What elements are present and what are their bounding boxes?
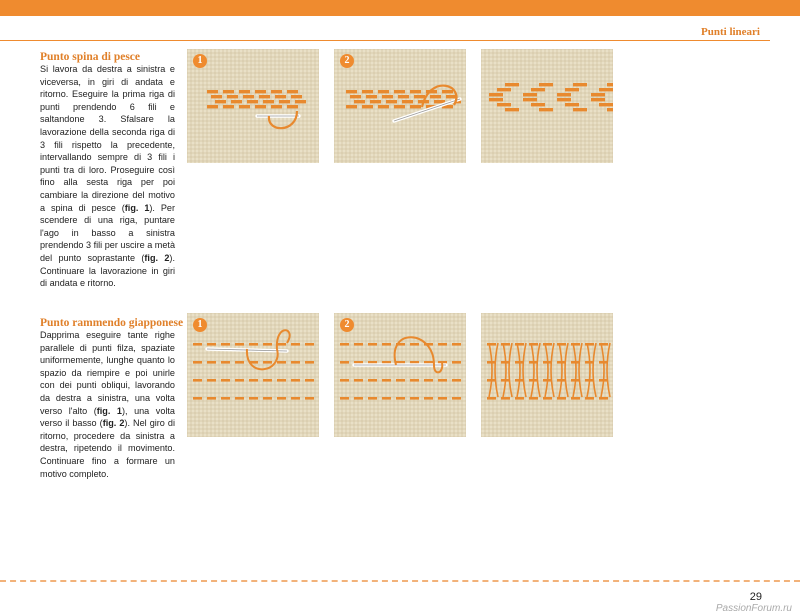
- grid-canvas: [187, 49, 319, 163]
- running-stitch: [193, 361, 202, 364]
- running-stitch: [305, 361, 314, 364]
- herringbone-stitch: [247, 100, 258, 103]
- running-stitch: [193, 379, 202, 382]
- figure-spina-2: [334, 49, 466, 163]
- running-stitch: [452, 361, 461, 364]
- text-part: ). Per scendere di una riga, puntare l'ago in basso a sinistra prendendo 3 fili per uscire a metà del punto soprastante (: [40, 202, 175, 263]
- text-part: Dapprima eseguire tante righe parallele di punti filza, spaziate uniformemente, lunghe quanto lo spazio da riempire e poi unirle con dei punti obliqui, lavorando da destra a sinistra, una volta verso l'alto (: [40, 330, 175, 416]
- running-stitch: [193, 397, 202, 400]
- running-stitch: [410, 379, 419, 382]
- running-stitch: [368, 397, 377, 400]
- running-stitch: [515, 397, 524, 400]
- running-stitch: [291, 397, 300, 400]
- running-stitch: [263, 343, 272, 346]
- running-stitch: [585, 361, 594, 364]
- herringbone-stitch: [215, 100, 226, 103]
- running-stitch: [277, 397, 286, 400]
- running-stitch: [557, 343, 566, 346]
- running-stitch: [438, 397, 447, 400]
- figure-rammendo-1: [187, 313, 319, 427]
- running-stitch: [529, 343, 538, 346]
- running-stitch: [235, 361, 244, 364]
- figure-badge: 2: [340, 318, 354, 332]
- running-stitch: [410, 397, 419, 400]
- heading-spina-di-pesce: Punto spina di pesce: [40, 51, 141, 63]
- running-stitch: [529, 361, 538, 364]
- herringbone-stitch: [366, 95, 377, 98]
- herringbone-stitch: [599, 103, 613, 106]
- text-part: Si lavora da destra a sinistra e viceversa, in giri di andata e ritorno. Eseguire la prima riga di punti prendendo 6 fili e saltandone 3. Sfalsare la lavorazione della seconda riga di 3 fili rispetto la precedente, intervallando sempre di 3 fili i punti tra di loro. Proseguire così fino alla sesta riga per poi cambiare la direzione del motivo a spina di pesce (: [40, 64, 175, 213]
- herringbone-stitch: [430, 95, 441, 98]
- running-stitch: [354, 361, 363, 364]
- herringbone-stitch: [382, 95, 393, 98]
- herringbone-stitch: [346, 90, 357, 93]
- running-stitch: [543, 397, 552, 400]
- running-stitch: [249, 343, 258, 346]
- running-stitch: [543, 361, 552, 364]
- herringbone-stitch: [259, 95, 270, 98]
- herringbone-stitch: [539, 108, 553, 111]
- running-stitch: [277, 379, 286, 382]
- running-stitch: [557, 397, 566, 400]
- running-stitch: [354, 343, 363, 346]
- running-stitch: [340, 361, 349, 364]
- footer-divider: [0, 580, 800, 582]
- herringbone-stitch: [557, 93, 571, 96]
- herringbone-stitch: [275, 95, 286, 98]
- herringbone-stitch: [489, 93, 503, 96]
- herringbone-stitch: [354, 100, 365, 103]
- running-stitch: [291, 379, 300, 382]
- section-title: Punti lineari: [701, 26, 760, 38]
- running-stitch: [305, 343, 314, 346]
- herringbone-stitch: [207, 105, 218, 108]
- running-stitch: [305, 379, 314, 382]
- herringbone-stitch: [378, 90, 389, 93]
- running-stitch: [599, 379, 608, 382]
- running-stitch: [207, 397, 216, 400]
- grid-canvas: [334, 313, 466, 437]
- running-stitch: [207, 343, 216, 346]
- running-stitch: [487, 343, 496, 346]
- herringbone-stitch: [211, 95, 222, 98]
- running-stitch: [340, 343, 349, 346]
- running-stitch: [235, 379, 244, 382]
- fig-ref: fig. 1: [96, 405, 122, 416]
- herringbone-stitch: [239, 105, 250, 108]
- running-stitch: [529, 397, 538, 400]
- text-part: ), una volta verso il basso (: [40, 405, 175, 429]
- herringbone-stitch: [539, 83, 553, 86]
- herringbone-stitch: [402, 100, 413, 103]
- running-stitch: [599, 397, 608, 400]
- herringbone-stitch: [410, 105, 421, 108]
- herringbone-stitch: [207, 90, 218, 93]
- running-stitch: [249, 379, 258, 382]
- running-stitch: [354, 397, 363, 400]
- running-stitch: [543, 343, 552, 346]
- running-stitch: [235, 397, 244, 400]
- herringbone-stitch: [442, 90, 453, 93]
- text-spina-di-pesce: [40, 63, 175, 290]
- herringbone-stitch: [557, 98, 571, 101]
- running-stitch: [277, 343, 286, 346]
- header-divider: [0, 40, 770, 41]
- running-stitch: [501, 343, 510, 346]
- running-stitch: [424, 397, 433, 400]
- running-stitch: [305, 397, 314, 400]
- running-stitch: [340, 397, 349, 400]
- running-stitch: [263, 397, 272, 400]
- running-stitch: [438, 379, 447, 382]
- text-part: ). Nel giro di ritorno, procedere da sinistra a destra, ripetendo il movimento. Continuare fino a formare un motivo completo.: [40, 418, 175, 479]
- running-stitch: [291, 343, 300, 346]
- running-stitch: [410, 361, 419, 364]
- top-accent-bar: [0, 0, 800, 16]
- herringbone-stitch: [573, 83, 587, 86]
- herringbone-stitch: [227, 95, 238, 98]
- running-stitch: [543, 379, 552, 382]
- herringbone-stitch: [410, 90, 421, 93]
- running-stitch: [487, 361, 496, 364]
- running-stitch: [382, 379, 391, 382]
- running-stitch: [571, 379, 580, 382]
- grid-canvas: [187, 313, 319, 437]
- running-stitch: [571, 397, 580, 400]
- running-stitch: [249, 397, 258, 400]
- herringbone-stitch: [523, 98, 537, 101]
- running-stitch: [221, 343, 230, 346]
- herringbone-stitch: [231, 100, 242, 103]
- figure-rammendo-2: [334, 313, 466, 427]
- running-stitch: [291, 361, 300, 364]
- herringbone-stitch: [591, 98, 605, 101]
- herringbone-stitch: [386, 100, 397, 103]
- herringbone-stitch: [523, 93, 537, 96]
- figure-spina-1: [187, 49, 319, 163]
- running-stitch: [515, 379, 524, 382]
- figure-badge: 1: [193, 318, 207, 332]
- heading-rammendo-giapponese: Punto rammendo giapponese: [40, 317, 184, 329]
- running-stitch: [396, 361, 405, 364]
- herringbone-stitch: [394, 90, 405, 93]
- running-stitch: [263, 361, 272, 364]
- running-stitch: [487, 397, 496, 400]
- herringbone-stitch: [295, 100, 306, 103]
- herringbone-stitch: [531, 88, 545, 91]
- running-stitch: [221, 379, 230, 382]
- herringbone-stitch: [505, 108, 519, 111]
- figure-badge: 1: [193, 54, 207, 68]
- running-stitch: [235, 343, 244, 346]
- running-stitch: [585, 379, 594, 382]
- running-stitch: [263, 379, 272, 382]
- grid-canvas: [481, 49, 613, 163]
- herringbone-stitch: [573, 108, 587, 111]
- grid-canvas: [334, 49, 466, 163]
- herringbone-stitch: [378, 105, 389, 108]
- running-stitch: [368, 343, 377, 346]
- running-stitch: [382, 343, 391, 346]
- running-stitch: [354, 379, 363, 382]
- running-stitch: [585, 343, 594, 346]
- running-stitch: [515, 343, 524, 346]
- herringbone-stitch: [414, 95, 425, 98]
- text-part: ). Continuare la lavorazione in giri di andata e ritorno.: [40, 252, 175, 289]
- herringbone-stitch: [591, 93, 605, 96]
- running-stitch: [438, 343, 447, 346]
- herringbone-stitch: [223, 90, 234, 93]
- running-stitch: [221, 397, 230, 400]
- herringbone-stitch: [489, 98, 503, 101]
- running-stitch: [571, 361, 580, 364]
- text-rammendo-giapponese: [40, 329, 175, 480]
- herringbone-stitch: [398, 95, 409, 98]
- herringbone-stitch: [255, 90, 266, 93]
- running-stitch: [207, 361, 216, 364]
- running-stitch: [452, 379, 461, 382]
- herringbone-stitch: [599, 88, 613, 91]
- herringbone-stitch: [243, 95, 254, 98]
- herringbone-stitch: [370, 100, 381, 103]
- herringbone-stitch: [565, 103, 579, 106]
- herringbone-stitch: [255, 105, 266, 108]
- herringbone-stitch: [497, 88, 511, 91]
- figure-rammendo-3: [481, 313, 613, 427]
- running-stitch: [557, 379, 566, 382]
- running-stitch: [501, 361, 510, 364]
- running-stitch: [396, 379, 405, 382]
- running-stitch: [424, 379, 433, 382]
- fig-ref: fig. 2: [102, 418, 125, 429]
- running-stitch: [599, 343, 608, 346]
- running-stitch: [368, 379, 377, 382]
- running-stitch: [410, 343, 419, 346]
- herringbone-stitch: [607, 83, 613, 86]
- herringbone-stitch: [279, 100, 290, 103]
- running-stitch: [277, 361, 286, 364]
- herringbone-stitch: [223, 105, 234, 108]
- running-stitch: [207, 379, 216, 382]
- figure-spina-3: [481, 49, 613, 163]
- herringbone-stitch: [239, 90, 250, 93]
- running-stitch: [452, 343, 461, 346]
- page-number: 29: [749, 591, 762, 603]
- figure-badge: 2: [340, 54, 354, 68]
- running-stitch: [501, 379, 510, 382]
- watermark: PassionForum.ru: [715, 603, 792, 614]
- herringbone-stitch: [565, 88, 579, 91]
- running-stitch: [340, 379, 349, 382]
- herringbone-stitch: [362, 90, 373, 93]
- running-stitch: [396, 397, 405, 400]
- running-stitch: [529, 379, 538, 382]
- fig-ref: fig. 1: [124, 202, 150, 213]
- herringbone-stitch: [607, 108, 613, 111]
- herringbone-stitch: [271, 90, 282, 93]
- herringbone-stitch: [362, 105, 373, 108]
- herringbone-stitch: [263, 100, 274, 103]
- fig-ref: fig. 2: [144, 252, 170, 263]
- running-stitch: [368, 361, 377, 364]
- herringbone-stitch: [531, 103, 545, 106]
- running-stitch: [557, 361, 566, 364]
- herringbone-stitch: [271, 105, 282, 108]
- running-stitch: [487, 379, 496, 382]
- running-stitch: [571, 343, 580, 346]
- running-stitch: [501, 397, 510, 400]
- herringbone-stitch: [497, 103, 511, 106]
- running-stitch: [599, 361, 608, 364]
- herringbone-stitch: [291, 95, 302, 98]
- herringbone-stitch: [287, 90, 298, 93]
- running-stitch: [193, 343, 202, 346]
- grid-canvas: [481, 313, 613, 437]
- running-stitch: [382, 361, 391, 364]
- herringbone-stitch: [287, 105, 298, 108]
- running-stitch: [452, 397, 461, 400]
- running-stitch: [515, 361, 524, 364]
- running-stitch: [382, 397, 391, 400]
- running-stitch: [424, 361, 433, 364]
- herringbone-stitch: [346, 105, 357, 108]
- running-stitch: [221, 361, 230, 364]
- running-stitch: [585, 397, 594, 400]
- herringbone-stitch: [394, 105, 405, 108]
- herringbone-stitch: [505, 83, 519, 86]
- herringbone-stitch: [350, 95, 361, 98]
